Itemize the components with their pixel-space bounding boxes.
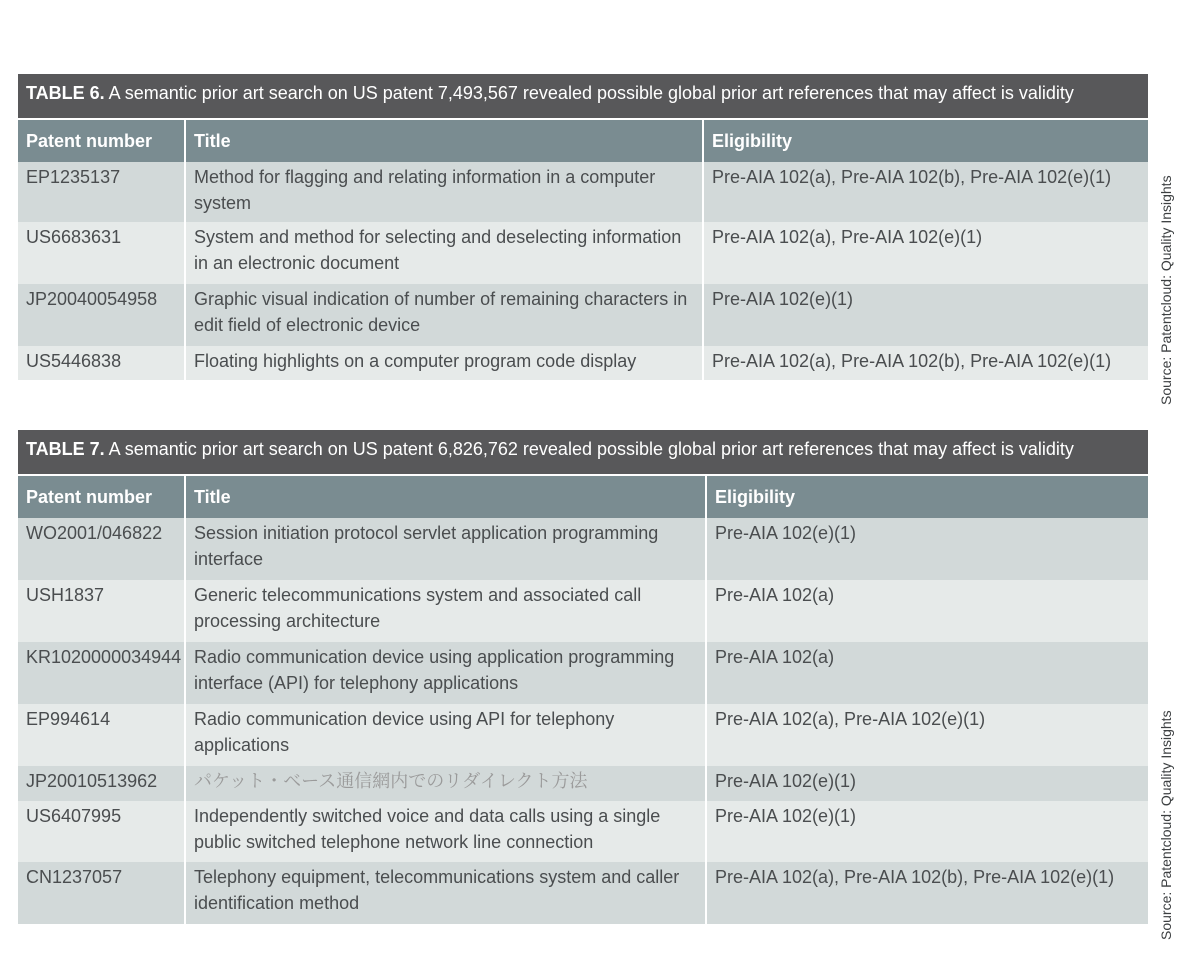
- table-6-header-row: [18, 119, 1148, 162]
- eligibility-cell: Pre-AIA 102(a): [706, 580, 1148, 642]
- column-header-eligibility: Eligibility: [706, 475, 1148, 518]
- title-cell: パケット・ベース通信網内でのリダイレクト方法: [185, 766, 706, 801]
- patent-number-cell: CN1237057: [18, 862, 185, 924]
- table-6: [18, 74, 1148, 380]
- table-row: [18, 642, 1148, 704]
- eligibility-cell: Pre-AIA 102(e)(1): [706, 518, 1148, 580]
- patent-number-cell: WO2001/046822: [18, 518, 185, 580]
- column-header-eligibility: Eligibility: [703, 119, 1148, 162]
- eligibility-cell: Pre-AIA 102(a), Pre-AIA 102(b), Pre-AIA 102(e)(1): [706, 862, 1148, 924]
- patent-number-cell: US6683631: [18, 222, 185, 284]
- table-6-caption-text: A semantic prior art search on US patent 7,493,567 revealed possible global prior art references that may affect is validity: [104, 83, 1074, 103]
- eligibility-cell: Pre-AIA 102(e)(1): [706, 801, 1148, 862]
- patent-number-cell: JP20040054958: [18, 284, 185, 346]
- column-header-title: Title: [185, 119, 703, 162]
- table-6-source: Source: Patentcloud: Quality Insights: [1158, 175, 1174, 405]
- column-header-patent-number: Patent number: [18, 119, 185, 162]
- table-row: [18, 162, 1148, 222]
- table-7: [18, 430, 1148, 924]
- title-cell: Radio communication device using application programming interface (API) for telephony applications: [185, 642, 706, 704]
- table-row: [18, 766, 1148, 801]
- patent-number-cell: KR1020000034944: [18, 642, 185, 704]
- patent-number-cell: USH1837: [18, 580, 185, 642]
- eligibility-cell: Pre-AIA 102(a), Pre-AIA 102(b), Pre-AIA 102(e)(1): [703, 346, 1148, 380]
- table-row: [18, 580, 1148, 642]
- patent-number-cell: US6407995: [18, 801, 185, 862]
- table-row: [18, 862, 1148, 924]
- patent-number-cell: JP20010513962: [18, 766, 185, 801]
- eligibility-cell: Pre-AIA 102(a): [706, 642, 1148, 704]
- title-cell: Telephony equipment, telecommunications system and caller identification method: [185, 862, 706, 924]
- title-cell: Radio communication device using API for telephony applications: [185, 704, 706, 766]
- eligibility-cell: Pre-AIA 102(e)(1): [703, 284, 1148, 346]
- table-row: [18, 284, 1148, 346]
- eligibility-cell: Pre-AIA 102(e)(1): [706, 766, 1148, 801]
- table-7-caption: [18, 430, 1148, 474]
- title-cell: Session initiation protocol servlet application programming interface: [185, 518, 706, 580]
- title-cell: System and method for selecting and deselecting information in an electronic document: [185, 222, 703, 284]
- eligibility-cell: Pre-AIA 102(a), Pre-AIA 102(e)(1): [703, 222, 1148, 284]
- patent-number-cell: EP1235137: [18, 162, 185, 222]
- table-row: [18, 801, 1148, 862]
- table-row: [18, 346, 1148, 380]
- eligibility-cell: Pre-AIA 102(a), Pre-AIA 102(e)(1): [706, 704, 1148, 766]
- title-cell: Generic telecommunications system and associated call processing architecture: [185, 580, 706, 642]
- patent-number-cell: EP994614: [18, 704, 185, 766]
- title-cell: Method for flagging and relating information in a computer system: [185, 162, 703, 222]
- table-7-header-row: [18, 475, 1148, 518]
- column-header-title: Title: [185, 475, 706, 518]
- table-row: [18, 222, 1148, 284]
- patent-number-cell: US5446838: [18, 346, 185, 380]
- table-7-source: Source: Patentcloud: Quality Insights: [1158, 710, 1174, 940]
- column-header-patent-number: Patent number: [18, 475, 185, 518]
- table-6-grid: [18, 118, 1148, 380]
- table-7-caption-label: TABLE 7.: [26, 439, 105, 459]
- title-cell: Floating highlights on a computer program code display: [185, 346, 703, 380]
- eligibility-cell: Pre-AIA 102(a), Pre-AIA 102(b), Pre-AIA 102(e)(1): [703, 162, 1148, 222]
- title-cell: Independently switched voice and data calls using a single public switched telephone network line connection: [185, 801, 706, 862]
- table-6-caption-label: TABLE 6.: [26, 83, 105, 103]
- title-cell: Graphic visual indication of number of remaining characters in edit field of electronic device: [185, 284, 703, 346]
- table-7-caption-text: A semantic prior art search on US patent 6,826,762 revealed possible global prior art references that may affect is validity: [104, 439, 1074, 459]
- table-7-grid: [18, 474, 1148, 924]
- table-row: [18, 704, 1148, 766]
- table-6-caption: [18, 74, 1148, 118]
- table-row: [18, 518, 1148, 580]
